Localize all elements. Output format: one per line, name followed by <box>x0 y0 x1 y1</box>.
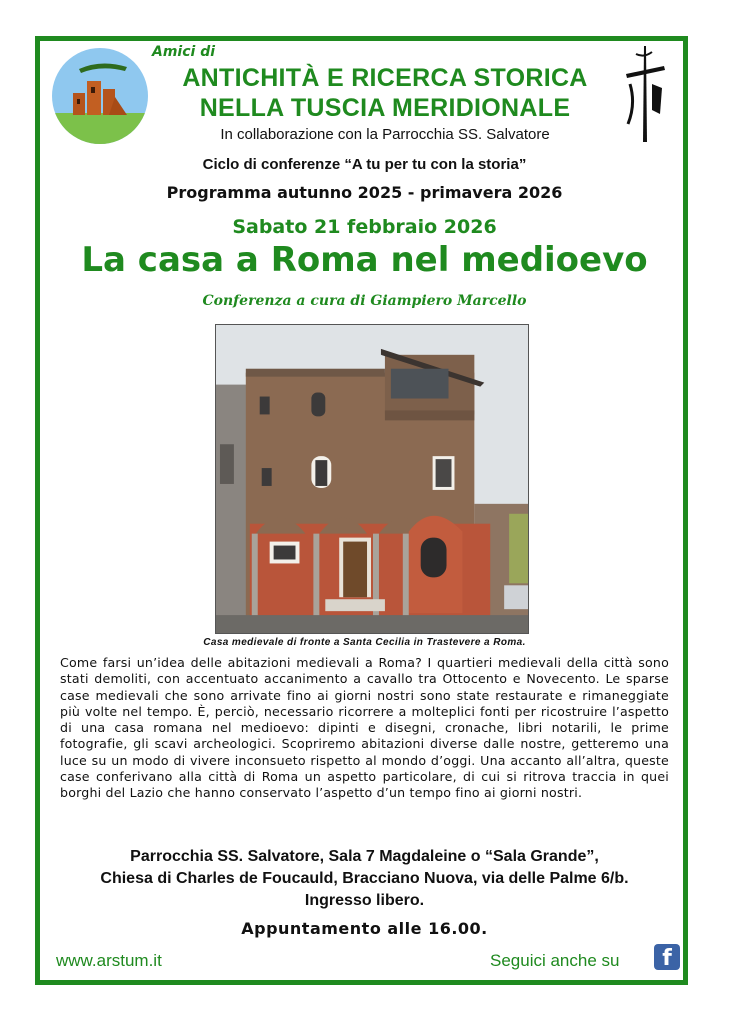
organization-name-line1: ANTICHITÀ E RICERCA STORICA <box>182 64 588 92</box>
photo-caption: Casa medievale di fronte a Santa Cecilia in Trastevere a Roma. <box>203 637 526 648</box>
facebook-icon[interactable]: f <box>654 944 680 970</box>
association-logo <box>51 47 149 145</box>
venue-block <box>0 846 729 912</box>
medieval-house-photo <box>215 324 529 634</box>
venue-line-1: Parrocchia SS. Salvatore, Sala 7 Magdaleine o “Sala Grande”, <box>130 848 599 865</box>
event-description: Come farsi un’idea delle abitazioni medievali a Roma? I quartieri medievali della città sono stati demoliti, con accentuato accanimento a cavallo tra Ottocento e Novecento. Le sparse case medievali che sono arrivate fino ai giorni nostri sono state restaurate e rimaneggiate più volte nel tempo. È, perciò, necessario ricorrere a molteplici fonti per ricostruire l’aspetto di una casa romana nel medioevo: dipinti e disegni, cronache, libri notarili, le prime fotografie, gli scavi archeologici. Scopriremo abitazioni diverse dalle nostre, getteremo una luce su un modo di vivere inconsueto rispetto al mondo d’oggi. Una accanto all’altra, queste case conferivano alla città di Roma un aspetto particolare, di cui si ritrova traccia in quei borghi del Lazio che hanno conservato l’aspetto d’un tempo fino ai giorni nostri. <box>60 655 669 801</box>
venue-line-2: Chiesa di Charles de Foucauld, Bracciano Nuova, via delle Palme 6/b. <box>100 870 629 887</box>
amici-label: Amici di <box>152 44 216 60</box>
event-date: Sabato 21 febbraio 2026 <box>232 216 497 238</box>
website-link[interactable]: www.arstum.it <box>56 951 162 970</box>
event-title: La casa a Roma nel medioevo <box>81 240 648 280</box>
program-period: Programma autunno 2025 - primavera 2026 <box>166 183 563 202</box>
venue-line-3: Ingresso libero. <box>304 892 425 909</box>
conference-cycle: Ciclo di conferenze “A tu per tu con la storia” <box>202 156 527 173</box>
follow-us-label: Seguici anche su <box>490 951 620 970</box>
appointment-time: Appuntamento alle 16.00. <box>241 919 488 938</box>
collaboration-note: In collaborazione con la Parrocchia SS. Salvatore <box>220 126 550 143</box>
organization-name-line2: NELLA TUSCIA MERIDIONALE <box>199 94 571 122</box>
event-speaker: Conferenza a cura di Giampiero Marcello <box>202 293 527 309</box>
